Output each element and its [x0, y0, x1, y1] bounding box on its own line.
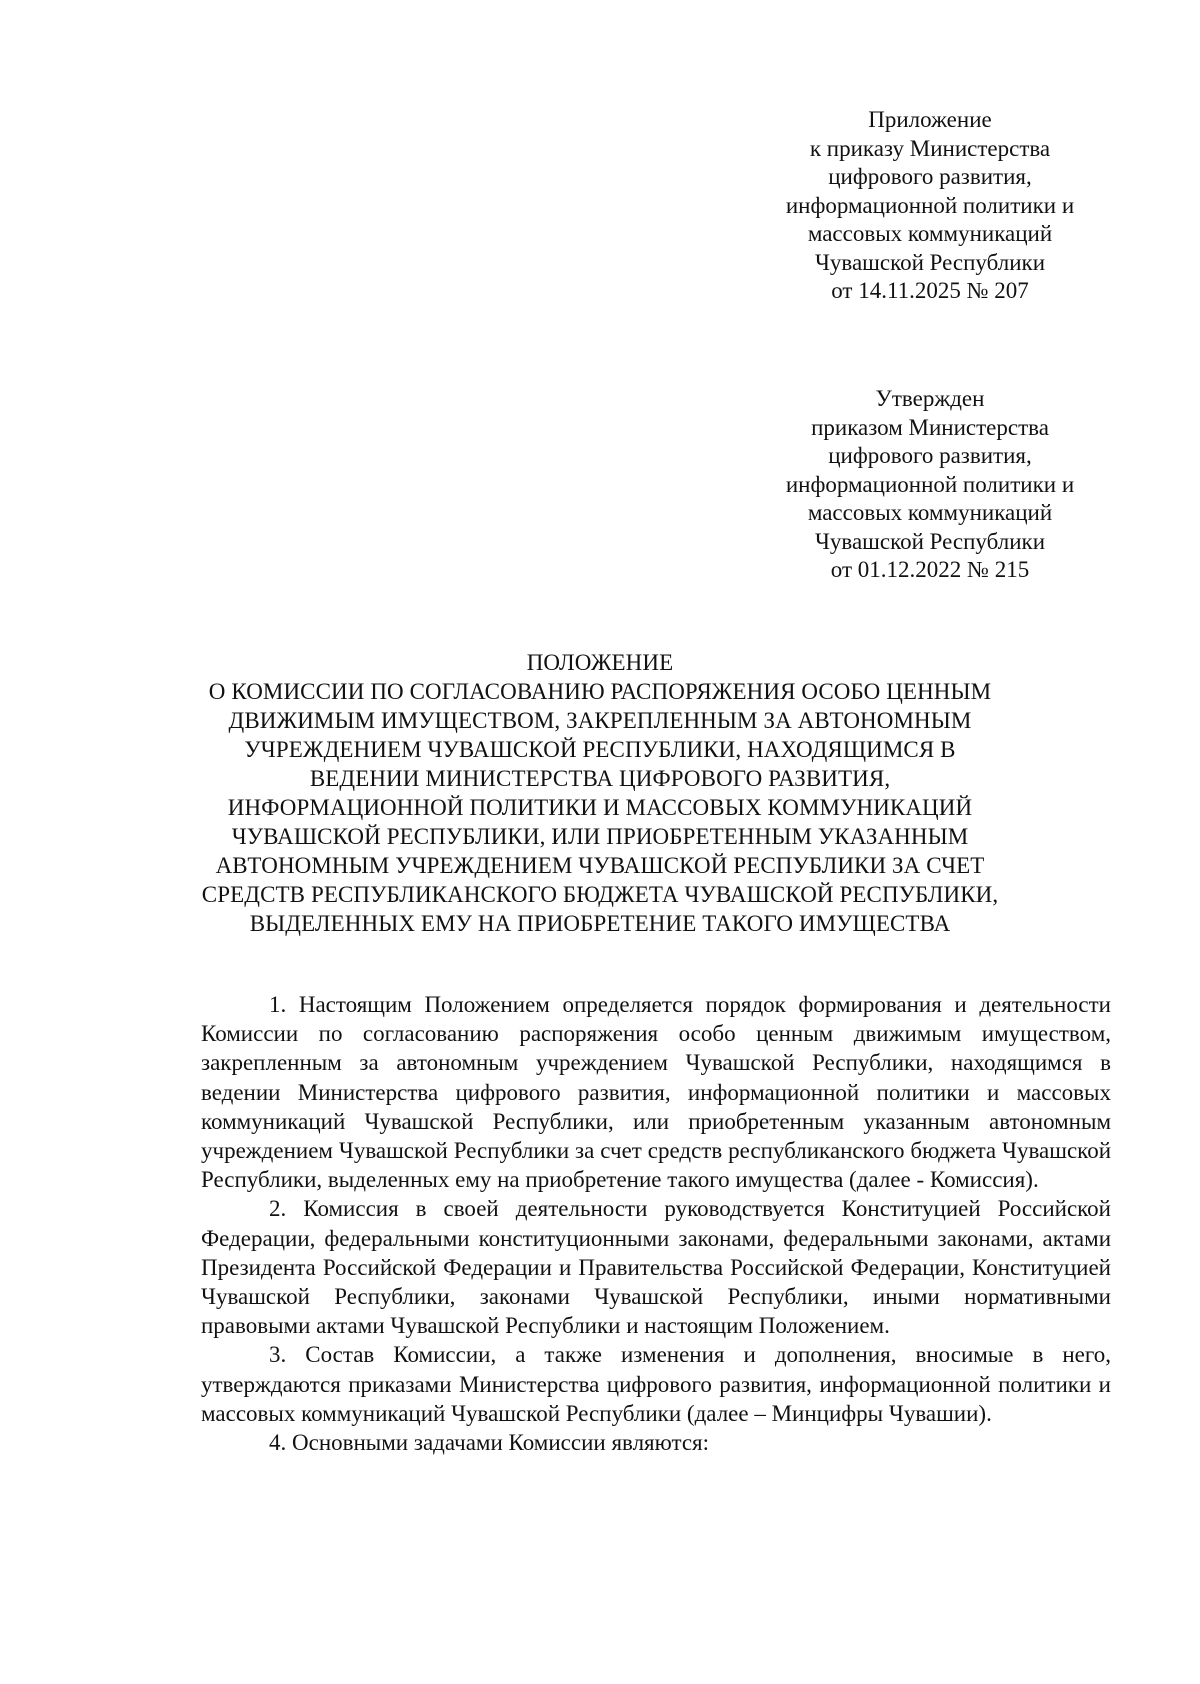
approved-line: Утвержден [875, 386, 985, 411]
appendix-line: информационной политики и [785, 192, 1075, 218]
approved-date-number: от 01.12.2022 № 215 [830, 557, 1030, 582]
approved-line: приказом Министерства [811, 414, 1049, 440]
appendix-line: Чувашской Республики [814, 249, 1046, 275]
appendix-line: цифрового развития, [828, 164, 1032, 189]
title-line: ЧУВАШСКОЙ РЕСПУБЛИКИ, ИЛИ ПРИОБРЕТЕННЫМ УКАЗАННЫМ [231, 824, 969, 849]
title-line: ВЫДЕЛЕННЫХ ЕМУ НА ПРИОБРЕТЕНИЕ ТАКОГО ИМУЩЕСТВА [249, 911, 951, 936]
title-line: О КОМИССИИ ПО СОГЛАСОВАНИЮ РАСПОРЯЖЕНИЯ ОСОБО ЦЕННЫМ [208, 679, 992, 704]
appendix-line: Приложение [868, 107, 992, 132]
approved-line: информационной политики и [785, 471, 1075, 497]
approved-line: массовых коммуникаций [807, 500, 1053, 525]
title-line: ИНФОРМАЦИОННОЙ ПОЛИТИКИ И МАССОВЫХ КОММУНИКАЦИЙ [227, 795, 973, 820]
approved-line: цифрового развития, [828, 443, 1032, 468]
title-line: АВТОНОМНЫМ УЧРЕЖДЕНИЕМ ЧУВАШСКОЙ РЕСПУБЛИКИ ЗА СЧЕТ [215, 853, 985, 878]
title-line: УЧРЕЖДЕНИЕМ ЧУВАШСКОЙ РЕСПУБЛИКИ, НАХОДЯЩИМСЯ В [244, 737, 956, 762]
appendix-line: к приказу Министерства [809, 135, 1051, 161]
title-line: СРЕДСТВ РЕСПУБЛИКАНСКОГО БЮДЖЕТА ЧУВАШСКОЙ РЕСПУБЛИКИ, [201, 882, 999, 907]
appendix-line: массовых коммуникаций [807, 221, 1053, 246]
document-body [201, 990, 1111, 1457]
document-title [140, 648, 1060, 938]
approved-header [740, 385, 1120, 585]
paragraph-4: 4. Основными задачами Комиссии являются: [269, 1430, 710, 1456]
title-line: ДВИЖИМЫМ ИМУЩЕСТВОМ, ЗАКРЕПЛЕННЫМ ЗА АВТОНОМНЫМ [228, 708, 972, 733]
title-heading: ПОЛОЖЕНИЕ [526, 650, 674, 675]
paragraph-2: 2. Комиссия в своей деятельности руководствуется Конституцией Российской Федерации, федеральными конституционными законами, федеральными законами, актами Президента Российской Федерации и Правительства Российской Федерации, Конституцией Чувашской Республики, законами Чувашской Республики, иными нормативными правовыми актами Чувашской Республики и настоящим Положением. [201, 1196, 1111, 1339]
paragraph-3: 3. Состав Комиссии, а также изменения и дополнения, вносимые в него, утверждаются приказами Министерства цифрового развития, информационной политики и массовых коммуникаций Чувашской Республики (далее – Минцифры Чувашии). [201, 1342, 1111, 1426]
title-line: ВЕДЕНИИ МИНИСТЕРСТВА ЦИФРОВОГО РАЗВИТИЯ, [309, 766, 891, 791]
appendix-date-number: от 14.11.2025 № 207 [831, 278, 1029, 303]
approved-line: Чувашской Республики [814, 528, 1046, 554]
appendix-header [740, 106, 1120, 306]
paragraph-1: 1. Настоящим Положением определяется порядок формирования и деятельности Комиссии по согласованию распоряжения особо ценным движимым имуществом, закрепленным за автономным учреждением Чувашской Республики, находящимся в ведении Министерства цифрового развития, информационной политики и массовых коммуникаций Чувашской Республики, или приобретенным указанным автономным учреждением Чувашской Республики за счет средств республиканского бюджета Чувашской Республики, выделенных ему на приобретение такого имущества (далее - Комиссия). [201, 992, 1111, 1193]
